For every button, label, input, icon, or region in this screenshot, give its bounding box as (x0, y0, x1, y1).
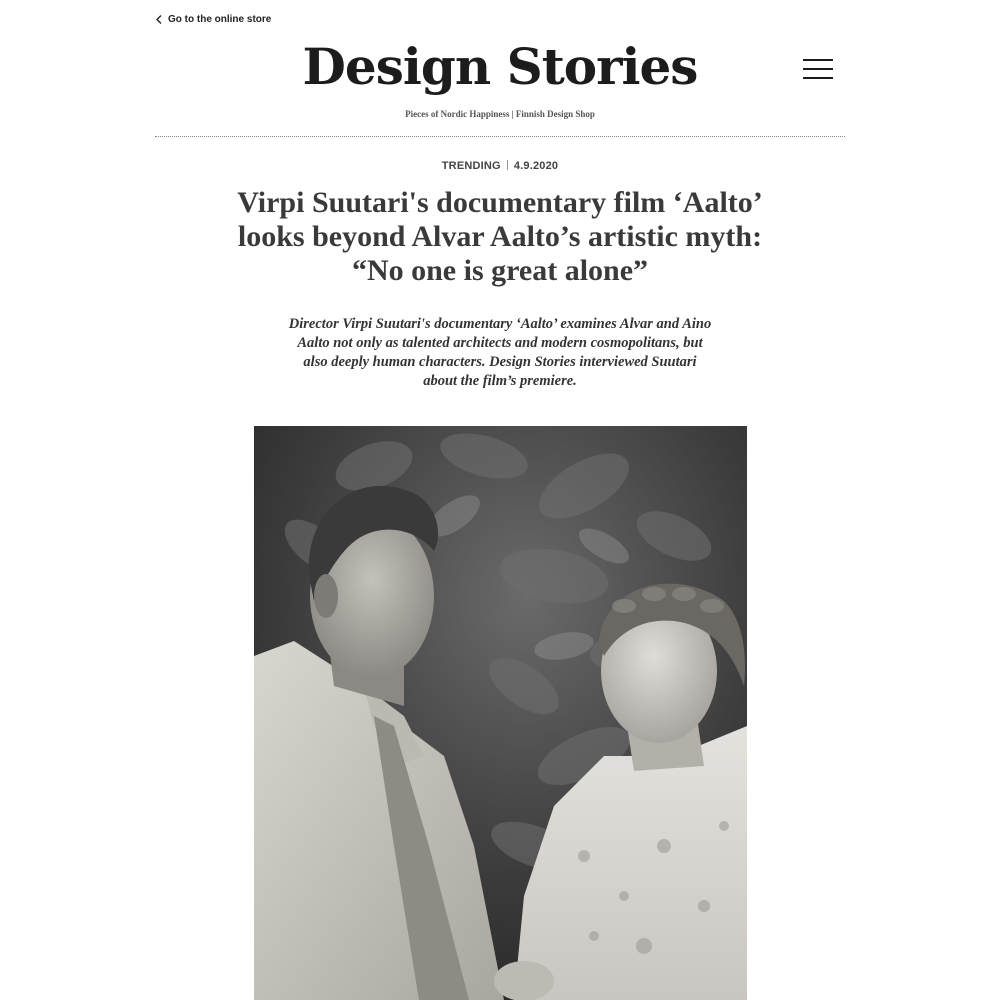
article-meta (0, 160, 1000, 172)
header-divider (155, 136, 845, 137)
menu-bar (803, 77, 833, 79)
hero-photo-illustration (254, 426, 747, 1000)
site-logo[interactable]: Design Stories (302, 37, 698, 96)
chevron-left-icon (156, 15, 162, 24)
site-tagline: Pieces of Nordic Happiness | Finnish Design Shop (405, 109, 595, 119)
article-date: 4.9.2020 (513, 160, 559, 172)
back-link-label: Go to the online store (168, 14, 272, 25)
article-lead: Director Virpi Suutari's documentary ‘Aalto’ examines Alvar and Aino Aalto not only as talented architects and modern cosmopolitans, but also deeply human characters. Design Stories interviewed Suutari about the film’s premiere. (288, 316, 712, 389)
back-to-store-link[interactable] (156, 14, 271, 25)
article-title: Virpi Suutari's documentary film ‘Aalto’ looks beyond Alvar Aalto’s artistic myth: “No one is great alone” (237, 186, 763, 287)
menu-bar (803, 59, 833, 61)
article-hero-image (254, 426, 747, 1000)
article-category-link[interactable]: TRENDING (441, 160, 501, 172)
meta-separator (507, 160, 508, 170)
hamburger-menu-icon[interactable] (803, 59, 833, 80)
menu-bar (803, 68, 833, 70)
